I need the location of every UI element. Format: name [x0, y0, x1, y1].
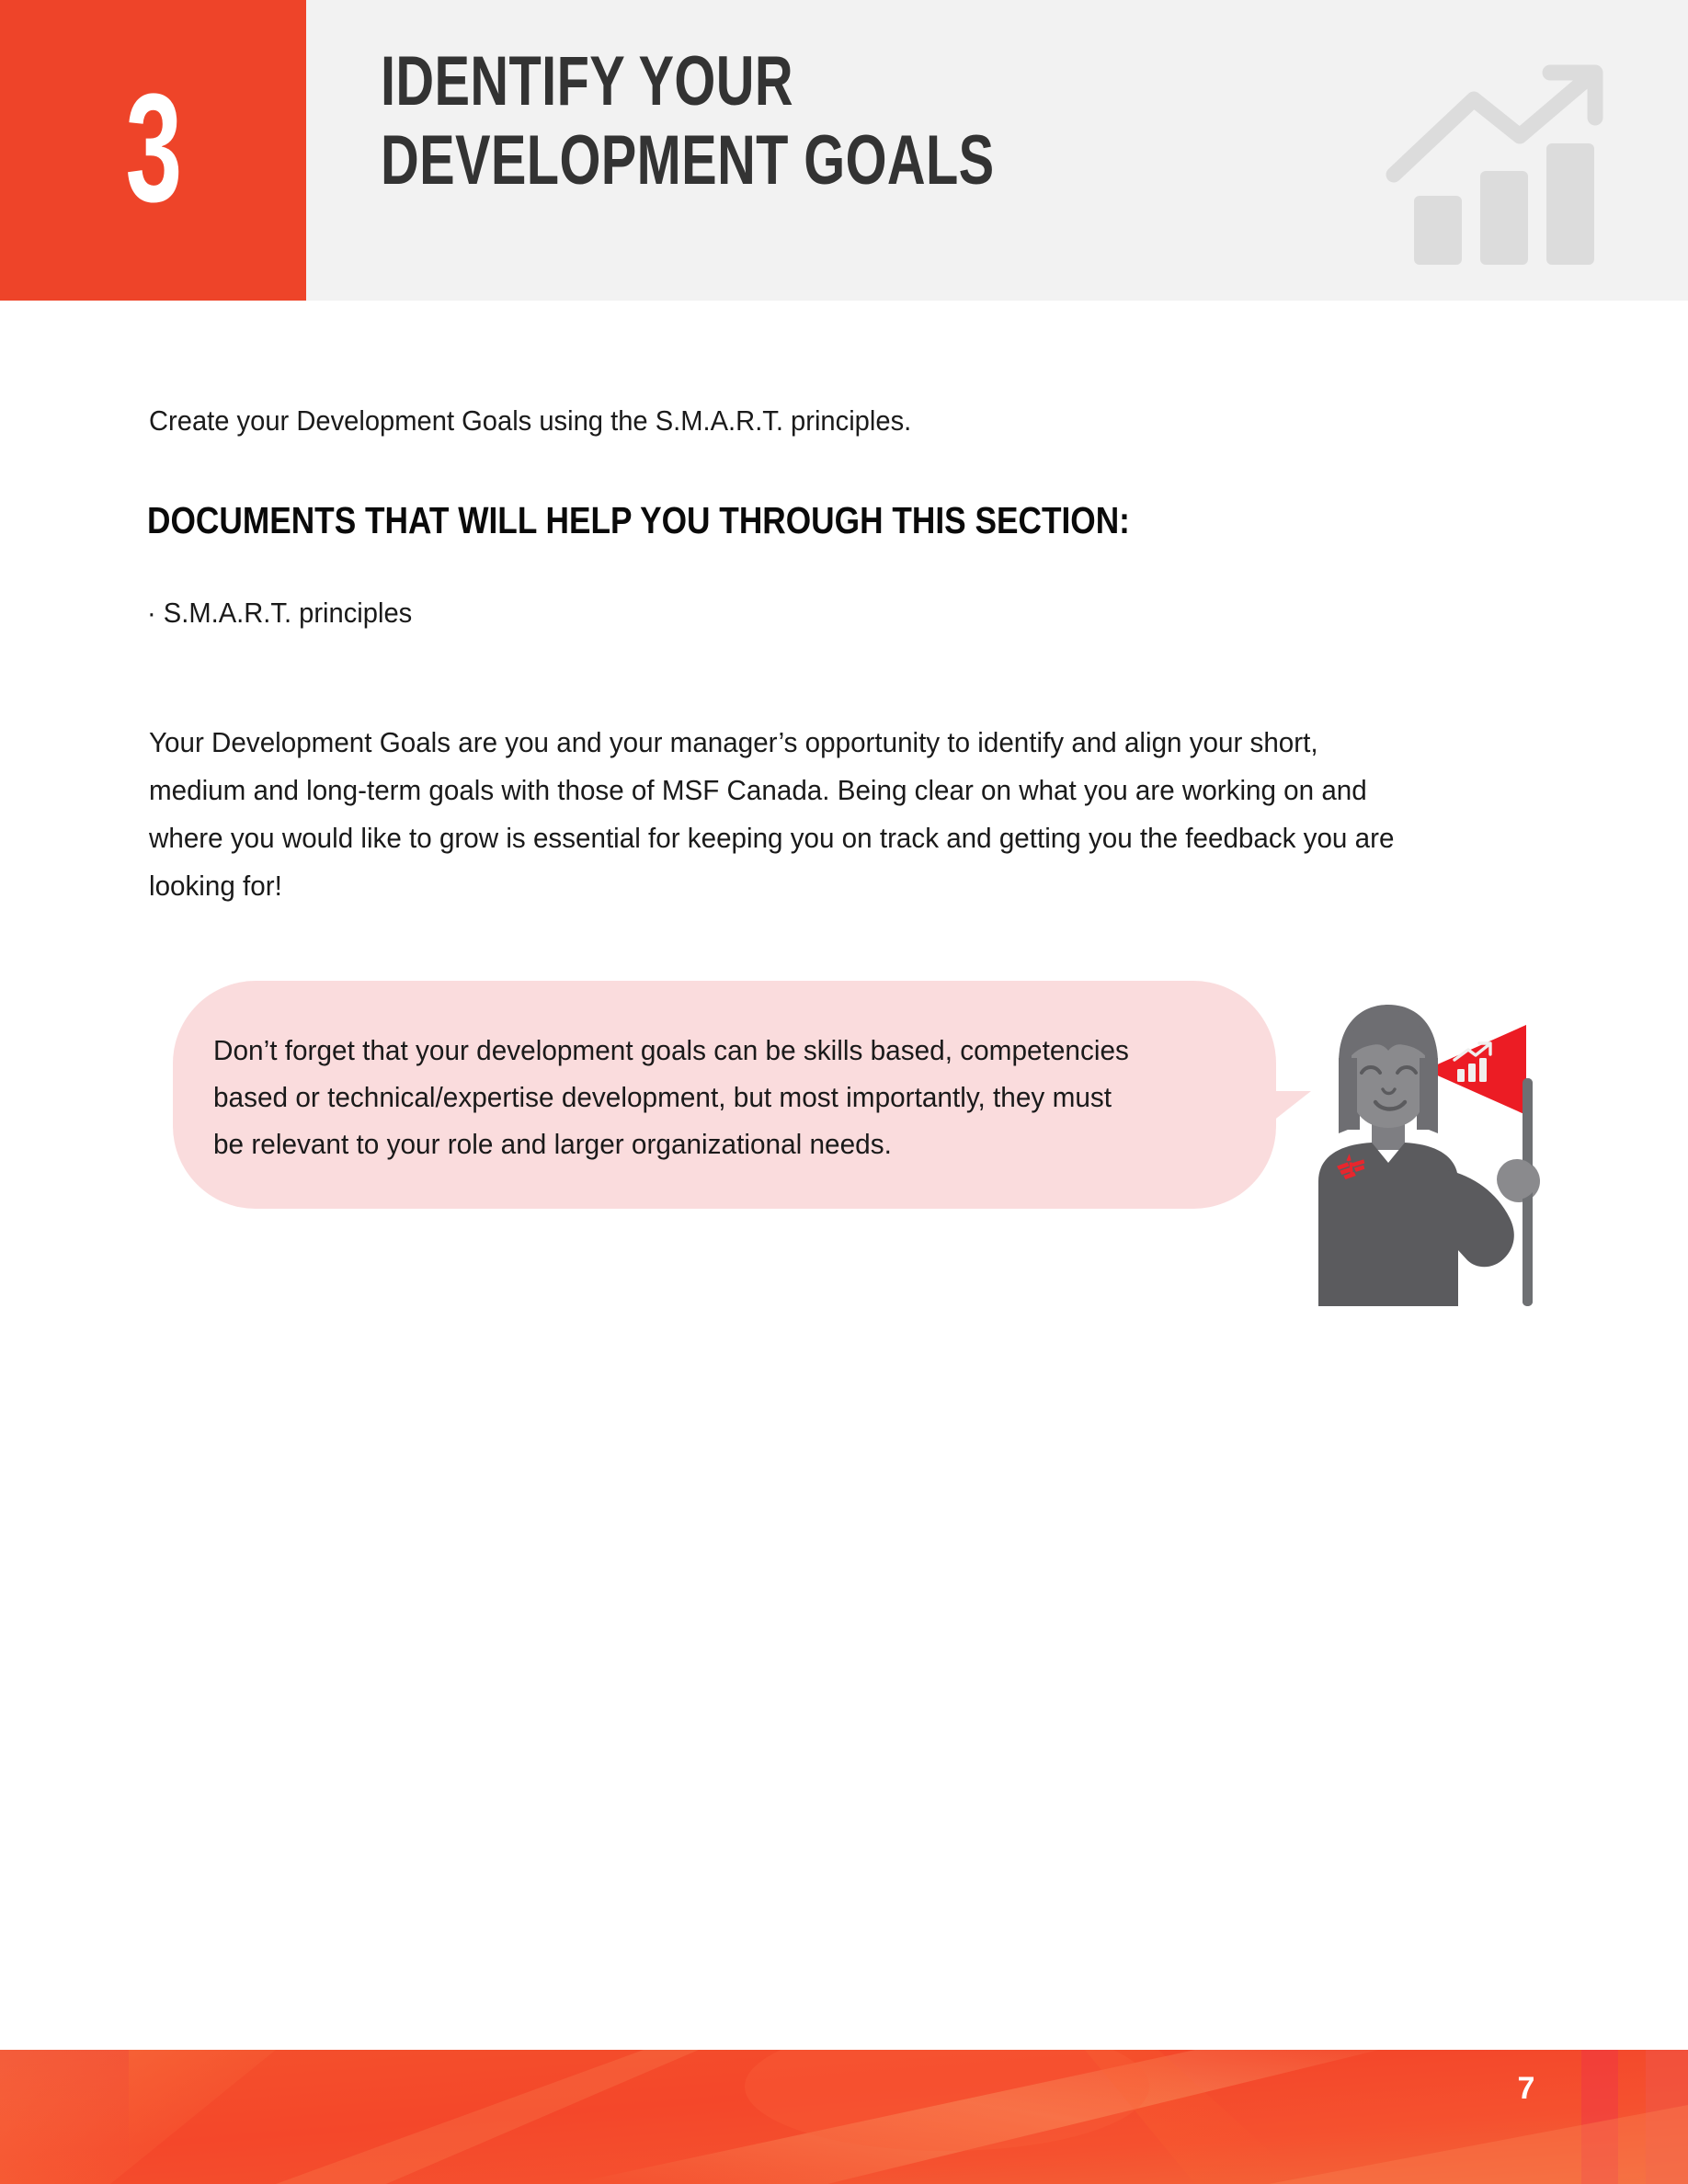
page-title-line-1: IDENTIFY YOUR: [381, 42, 793, 120]
body-paragraph-line-2: medium and long-term goals with those of MSF Canada. Being clear on what you are working on and: [149, 774, 1367, 806]
section-number-text: 3: [125, 61, 181, 234]
hair-right: [1420, 1058, 1438, 1133]
callout-text-line-1: Don’t forget that your development goals can be skills based, competencies: [213, 1034, 1129, 1066]
page-title-line-2: DEVELOPMENT GOALS: [381, 121, 995, 199]
growth-chart-icon: [1370, 35, 1618, 265]
body-paragraph: [149, 719, 1556, 910]
page-number: 7: [1517, 2071, 1535, 2106]
footer-texture: [0, 2050, 1688, 2184]
section-number-block: [0, 0, 306, 301]
page-title: [381, 42, 1208, 200]
documents-list: [147, 593, 412, 633]
callout-text-line-2: based or technical/expertise development, but most importantly, they must: [213, 1081, 1112, 1113]
page-header: [0, 0, 1688, 301]
section-heading: DOCUMENTS THAT WILL HELP YOU THROUGH THIS SECTION:: [147, 499, 1130, 541]
callout-text: [213, 1027, 1225, 1167]
body-paragraph-line-1: Your Development Goals are you and your manager’s opportunity to identify and align your short,: [149, 726, 1318, 758]
callout-text-line-3: be relevant to your role and larger organizational needs.: [213, 1128, 892, 1160]
body-paragraph-line-4: looking for!: [149, 870, 282, 902]
body-paragraph-line-3: where you would like to grow is essential for keeping you on track and getting you the feedback you are: [149, 822, 1395, 854]
intro-text: Create your Development Goals using the S.M.A.R.T. principles.: [149, 404, 912, 437]
list-item: · S.M.A.R.T. principles: [147, 597, 413, 629]
msf-staff-illustration: [1285, 997, 1561, 1310]
section-number: [0, 61, 306, 234]
hair-left: [1339, 1058, 1357, 1133]
page-footer: [0, 2050, 1688, 2184]
